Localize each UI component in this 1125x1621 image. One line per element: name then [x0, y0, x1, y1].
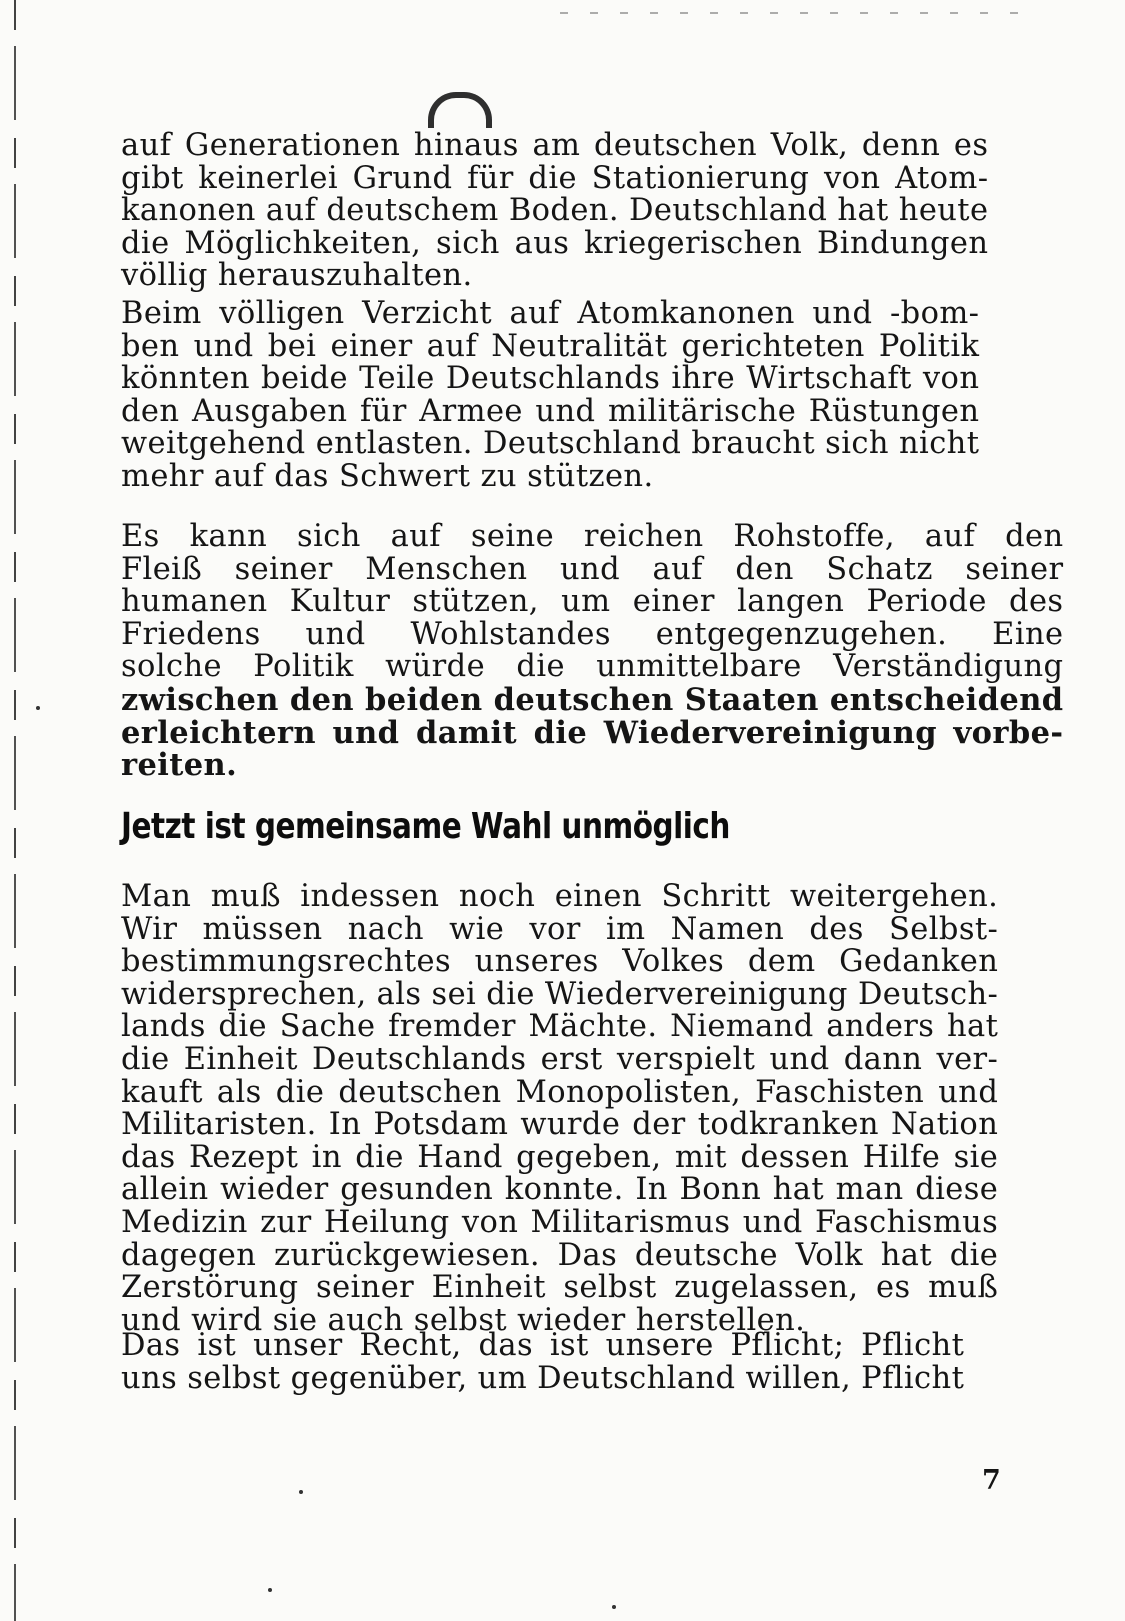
text-line: mehr auf das Schwert zu stützen. — [121, 458, 654, 494]
text-line: die Möglichkeiten, sich aus kriegerischen Bindungen — [121, 225, 989, 261]
text-line: den Ausgaben für Armee und militärische Rüstungen — [121, 393, 980, 429]
speck — [268, 1588, 272, 1592]
text-line: kauft als die deutschen Monopolisten, Faschisten und — [121, 1074, 999, 1110]
text-line: humanen Kultur stützen, um einer langen Periode des — [121, 584, 1064, 620]
speck — [36, 706, 40, 710]
text-line: reiten. — [121, 747, 238, 784]
scan-top-edge — [560, 12, 1040, 14]
scan-left-edge — [14, 0, 16, 1621]
text-line: widersprechen, als sei die Wiedervereinigung Deutsch- — [121, 976, 999, 1012]
text-line: lands die Sache fremder Mächte. Niemand anders hat — [121, 1009, 999, 1045]
page-number: 7 — [982, 1465, 1001, 1496]
ink-smudge — [428, 92, 492, 128]
text-line: die Einheit Deutschlands erst verspielt und dann ver- — [121, 1041, 999, 1077]
speck — [299, 1490, 303, 1494]
text-line: uns selbst gegenüber, um Deutschland willen, Pflicht — [121, 1360, 965, 1396]
text-line: allein wieder gesunden konnte. In Bonn hat man diese — [121, 1172, 999, 1208]
text-line: Das ist unser Recht, das ist unsere Pflicht; Pflicht — [121, 1328, 965, 1363]
text-line: Fleiß seiner Menschen und auf den Schatz seiner — [121, 551, 1064, 587]
paragraph-3 — [121, 521, 1064, 782]
text-line: völlig herauszuhalten. — [121, 258, 473, 294]
paragraph-5 — [121, 1330, 964, 1395]
paragraph-4 — [121, 881, 998, 1337]
text-line: zwischen den beiden deutschen Staaten entscheidend — [121, 681, 1064, 718]
text-line: könnten beide Teile Deutschlands ihre Wirtschaft von — [121, 361, 980, 397]
text-line: dagegen zurückgewiesen. Das deutsche Volk hat die — [121, 1237, 999, 1273]
text-line: solche Politik würde die unmittelbare Verständigung — [121, 649, 1064, 685]
text-line: Es kann sich auf seine reichen Rohstoffe, auf den — [121, 519, 1064, 554]
text-line: Beim völligen Verzicht auf Atomkanonen und -bom- — [121, 296, 980, 331]
speck — [612, 1605, 616, 1609]
text-line: ben und bei einer auf Neutralität gerichteten Politik — [121, 328, 980, 364]
text-line: erleichtern und damit die Wiedervereinigung vorbe- — [121, 714, 1064, 751]
text-line: Zerstörung seiner Einheit selbst zugelassen, es muß — [121, 1270, 999, 1306]
text-line: bestimmungsrechtes unseres Volkes dem Gedanken — [121, 944, 999, 980]
text-line: Wir müssen nach wie vor im Namen des Selbst- — [121, 911, 999, 947]
text-line: Militaristen. In Potsdam wurde der todkranken Nation — [121, 1107, 999, 1143]
text-line: gibt keinerlei Grund für die Stationierung von Atom- — [121, 160, 989, 196]
text-line: weitgehend entlasten. Deutschland braucht sich nicht — [121, 426, 980, 462]
text-line: Man muß indessen noch einen Schritt weitergehen. — [121, 879, 999, 914]
section-heading: Jetzt ist gemeinsame Wahl unmöglich — [121, 806, 730, 847]
text-line: kanonen auf deutschem Boden. Deutschland hat heute — [121, 193, 989, 229]
text-line: Medizin zur Heilung von Militarismus und Faschismus — [121, 1204, 999, 1240]
text-line: und wird sie auch selbst wieder herstellen. — [121, 1302, 806, 1338]
text-line: auf Generationen hinaus am deutschen Volk, denn es — [121, 128, 989, 163]
text-line: das Rezept in die Hand gegeben, mit dessen Hilfe sie — [121, 1139, 999, 1175]
text-line: Friedens und Wohlstandes entgegenzugehen. Eine — [121, 616, 1064, 652]
paragraph-1 — [121, 130, 988, 293]
paragraph-2 — [121, 298, 979, 494]
